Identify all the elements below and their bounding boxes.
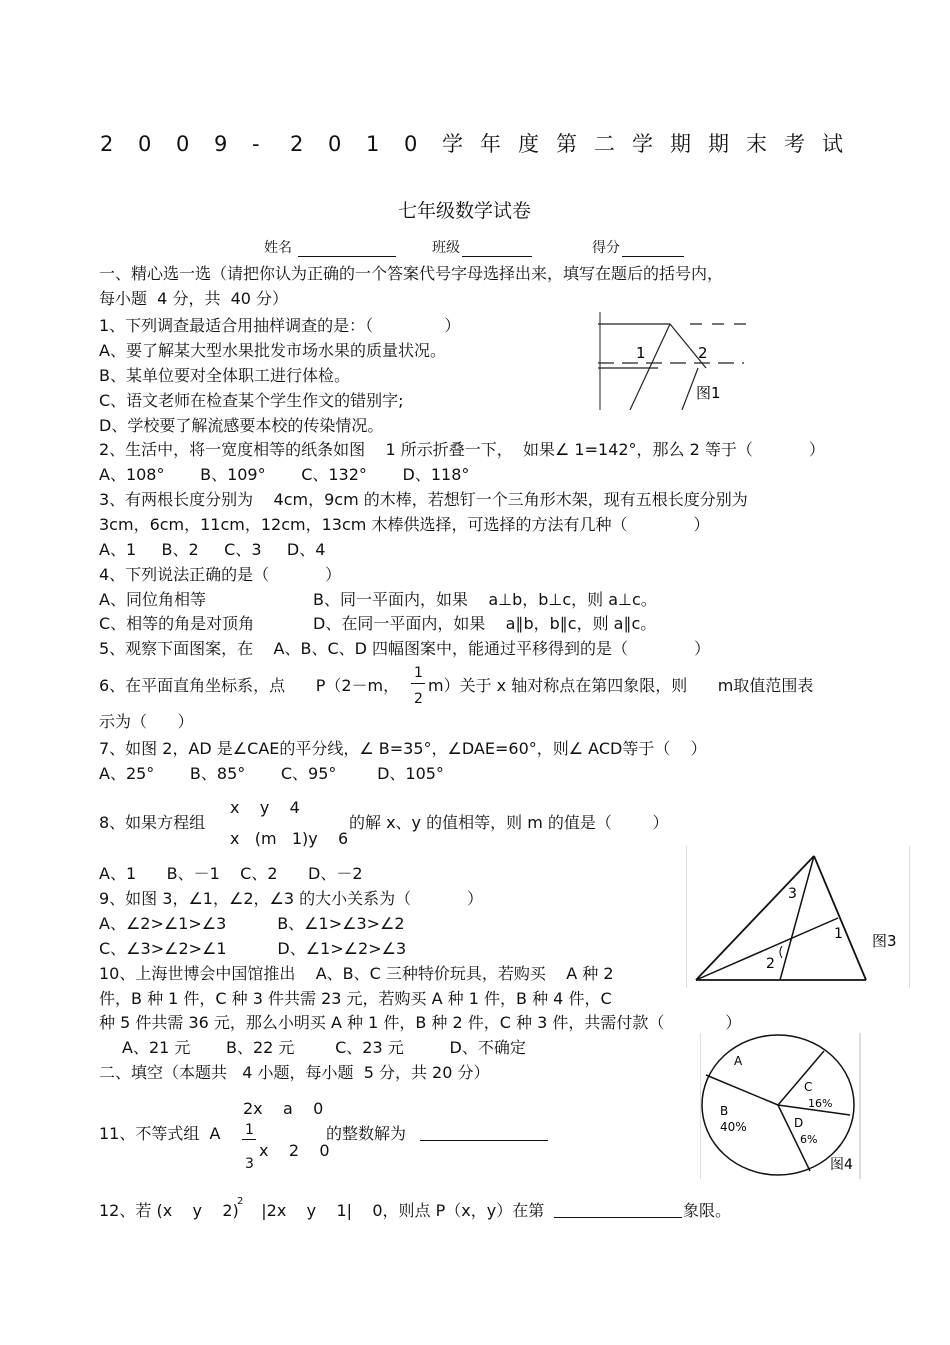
q10-options: A、21 元 B、22 元 C、23 元 D、不确定 [122, 1038, 526, 1057]
q10-stem-2: 件，B 种 1 件，C 种 3 件共需 23 元，若购买 A 种 1 件，B 种 4 件，C [99, 989, 612, 1008]
q12-stem-cont: |2x y 1| 0，则点 P（x，y）在第 [246, 1201, 545, 1220]
q9-options-cd: C、∠3>∠2>∠1 D、∠1>∠2>∠3 [99, 939, 407, 958]
score-label: 得分 [592, 240, 620, 256]
q11-stem-cont: 的整数解为 [326, 1124, 407, 1143]
q10-stem: 10、上海世博会中国馆推出 A、B、C 三种特价玩具，若购买 A 种 2 [99, 964, 614, 983]
exam-title [100, 134, 860, 155]
q4-option-d: D、在同一平面内，如果 a∥b，b∥c，则 a∥c。 [313, 614, 657, 633]
q7-stem: 7、如图 2，AD 是∠CAE的平分线，∠ B=35°，∠DAE=60°，则∠ ACD等于（ ） [99, 739, 707, 758]
q1-option-c: C、语文老师在检查某个学生作文的错别字; [99, 391, 404, 410]
section1-heading: 一、精心选一选（请把你认为正确的一个答案代号字母选择出来，填写在题后的括号内， [99, 264, 724, 283]
q11-stem: 11、不等式组 A [99, 1124, 221, 1143]
class-blank[interactable] [462, 242, 532, 257]
name-label: 姓名 [264, 240, 292, 256]
q8-stem: 8、如果方程组 [99, 813, 206, 832]
q9-stem: 9、如图 3，∠1，∠2，∠3 的大小关系为（ ） [99, 889, 484, 908]
q6-stem: 6、在平面直角坐标系，点 P（2－m， [99, 676, 400, 695]
q4-option-c: C、相等的角是对顶角 [99, 614, 255, 633]
title-char: 年 [480, 132, 501, 156]
q4-option-b: B、同一平面内，如果 a⊥b，b⊥c，则 a⊥c。 [313, 590, 657, 609]
title-char: 期 [670, 132, 691, 156]
title-char: 学 [442, 132, 463, 156]
title-char: 第 [556, 132, 577, 156]
q12-exponent: 2 [237, 1196, 244, 1207]
title-char: 2 [290, 132, 304, 156]
fig4-label-b: B [720, 1104, 729, 1118]
fig3-caption: 图3 [872, 932, 897, 950]
title-char: 学 [632, 132, 653, 156]
q11-answer-blank[interactable] [420, 1126, 548, 1141]
q8-stem-cont: 的解 x、y 的值相等，则 m 的值是（ ） [349, 813, 669, 832]
q11-frac-num: 1 [245, 1122, 254, 1138]
q3-stem-cont: 3cm，6cm，11cm，12cm，13cm 木棒供选择，可选择的方法有几种（ ） [99, 515, 710, 534]
title-char: 度 [518, 132, 539, 156]
title-char: 0 [138, 132, 152, 156]
fig4-label-d: D [794, 1116, 804, 1130]
q11-ineq1: 2x a 0 [243, 1099, 324, 1118]
q12-stem-end: 象限。 [683, 1201, 732, 1220]
q4-stem: 4、下列说法正确的是（ ） [99, 565, 342, 584]
q2-stem: 2、生活中，将一宽度相等的纸条如图 1 所示折叠一下， 如果∠ 1=142°，那么 2 等于（ ） [99, 440, 825, 459]
q12-stem: 12、若 (x y 2) [99, 1201, 239, 1220]
section2-heading: 二、填空（本题共 4 小题，每小题 5 分，共 20 分） [99, 1063, 490, 1082]
fig3-label-3: 3 [788, 886, 797, 902]
title-char: 二 [594, 132, 615, 156]
score-blank[interactable] [622, 242, 684, 257]
figure-4 [700, 1033, 862, 1179]
title-char: 0 [176, 132, 190, 156]
q3-stem: 3、有两根长度分别为 4cm，9cm 的木棒，若想钉一个三角形木架，现有五根长度分别为 [99, 490, 748, 509]
q3-options: A、1 B、2 C、3 D、4 [99, 540, 326, 559]
q7-options: A、25° B、85° C、95° D、105° [99, 764, 444, 783]
title-char: 试 [822, 132, 843, 156]
title-char: 0 [328, 132, 342, 156]
figure-1 [598, 312, 754, 410]
title-char: 末 [746, 132, 767, 156]
q4-option-a: A、同位角相等 [99, 590, 206, 609]
q1-stem: 1、下列调查最适合用抽样调查的是：（ ） [99, 316, 461, 335]
q11-ineq2: x 2 0 [259, 1141, 330, 1160]
fig4-label-c: C [804, 1080, 813, 1094]
section1-note: 每小题 4 分，共 40 分） [99, 289, 289, 308]
title-char: 期 [708, 132, 729, 156]
title-char: 2 [100, 132, 114, 156]
fig1-label-1: 1 [636, 344, 646, 362]
q8-eq2: x (m 1)y 6 [230, 829, 349, 848]
q6-stem-cont: m）关于 x 轴对称点在第四象限，则 m取值范围表 [428, 676, 814, 695]
q12-answer-blank[interactable] [554, 1203, 682, 1218]
title-char: 0 [404, 132, 418, 156]
q6-frac-num: 1 [414, 665, 423, 681]
q11-frac-den: 3 [245, 1156, 254, 1172]
figure-3 [686, 846, 910, 988]
title-char: - [252, 132, 260, 156]
fig4-pct-b: 40% [720, 1120, 747, 1134]
q5-stem: 5、观察下面图案，在 A、B、C、D 四幅图案中，能通过平移得到的是（ ） [99, 639, 711, 658]
q1-option-b: B、某单位要对全体职工进行体检。 [99, 366, 350, 385]
q6-frac-bar [411, 683, 425, 684]
q1-option-a: A、要了解某大型水果批发市场水果的质量状况。 [99, 341, 446, 360]
q10-stem-3: 种 5 件共需 36 元，那么小明买 A 种 1 件，B 种 2 件，C 种 3 件，共需付款（ ） [99, 1013, 742, 1032]
fig4-pct-d: 6% [800, 1133, 818, 1146]
title-char: 9 [214, 132, 228, 156]
fig1-label-2: 2 [698, 344, 708, 362]
fig3-label-1: 1 [834, 926, 843, 942]
fig4-caption: 图4 [830, 1157, 853, 1173]
class-label: 班级 [432, 240, 460, 256]
title-char: 考 [784, 132, 805, 156]
fig4-label-a: A [734, 1054, 743, 1068]
fig1-caption: 图1 [696, 384, 721, 402]
q8-eq1: x y 4 [230, 798, 300, 817]
q11-frac-bar [242, 1139, 256, 1140]
q6-frac-den: 2 [414, 691, 423, 707]
q9-options-ab: A、∠2>∠1>∠3 B、∠1>∠3>∠2 [99, 914, 405, 933]
q8-options: A、1 B、－1 C、2 D、－2 [99, 864, 363, 883]
exam-subtitle: 七年级数学试卷 [398, 200, 532, 222]
q1-option-d: D、学校要了解流感要本校的传染情况。 [99, 416, 384, 435]
name-blank[interactable] [298, 242, 396, 257]
fig3-label-2: 2 [766, 956, 775, 972]
q2-options: A、108° B、109° C、132° D、118° [99, 465, 470, 484]
q6-stem-end: 示为（ ） [99, 712, 194, 731]
title-char: 1 [366, 132, 380, 156]
fig4-pct-c: 16% [808, 1097, 833, 1110]
